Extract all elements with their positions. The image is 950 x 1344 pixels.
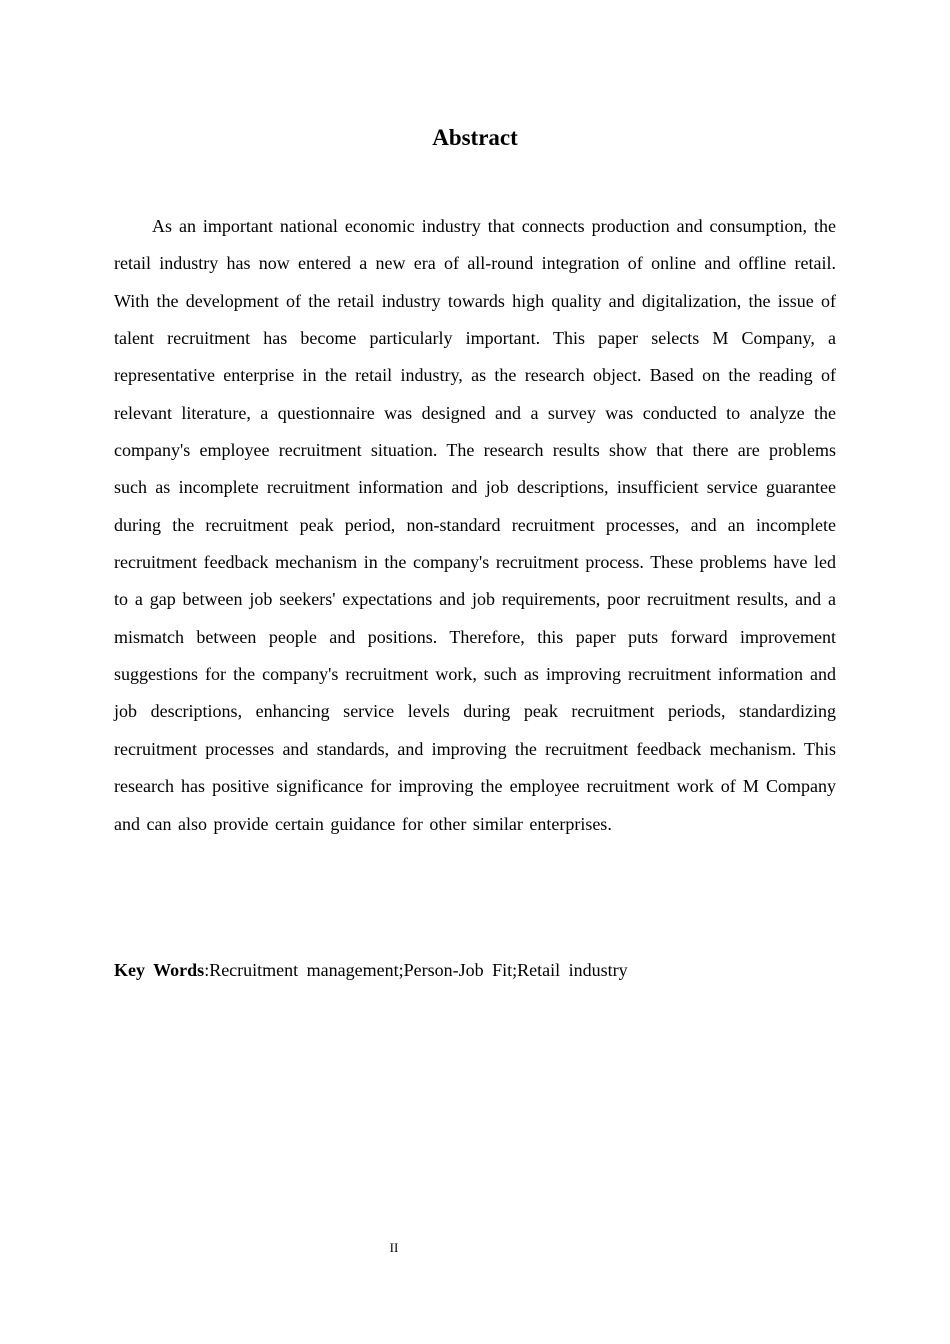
keywords-text: :Recruitment management;Person-Job Fit;Retail industry [204,960,628,980]
abstract-body: As an important national economic industry that connects production and consumption, the retail industry has now entered a new era of all-round integration of online and offline retail. With the development of the retail industry towards high quality and digitalization, the issue of talent recruitment has become particularly important. This paper selects M Company, a representative enterprise in the retail industry, as the research object. Based on the reading of relevant literature, a questionnaire was designed and a survey was conducted to analyze the company's employee recruitment situation. The research results show that there are problems such as incomplete recruitment information and job descriptions, insufficient service guarantee during the recruitment peak period, non-standard recruitment processes, and an incomplete recruitment feedback mechanism in the company's recruitment process. These problems have led to a gap between job seekers' expectations and job requirements, poor recruitment results, and a mismatch between people and positions. Therefore, this paper puts forward improvement suggestions for the company's recruitment work, such as improving recruitment information and job descriptions, enhancing service levels during peak recruitment periods, standardizing recruitment processes and standards, and improving the recruitment feedback mechanism. This research has positive significance for improving the employee recruitment work of M Company and can also provide certain guidance for other similar enterprises. [114,216,836,834]
keywords-line [114,955,836,985]
abstract-title: Abstract [432,125,518,150]
page-number: II [389,1240,399,1255]
keywords-label: Key Words [114,960,205,980]
